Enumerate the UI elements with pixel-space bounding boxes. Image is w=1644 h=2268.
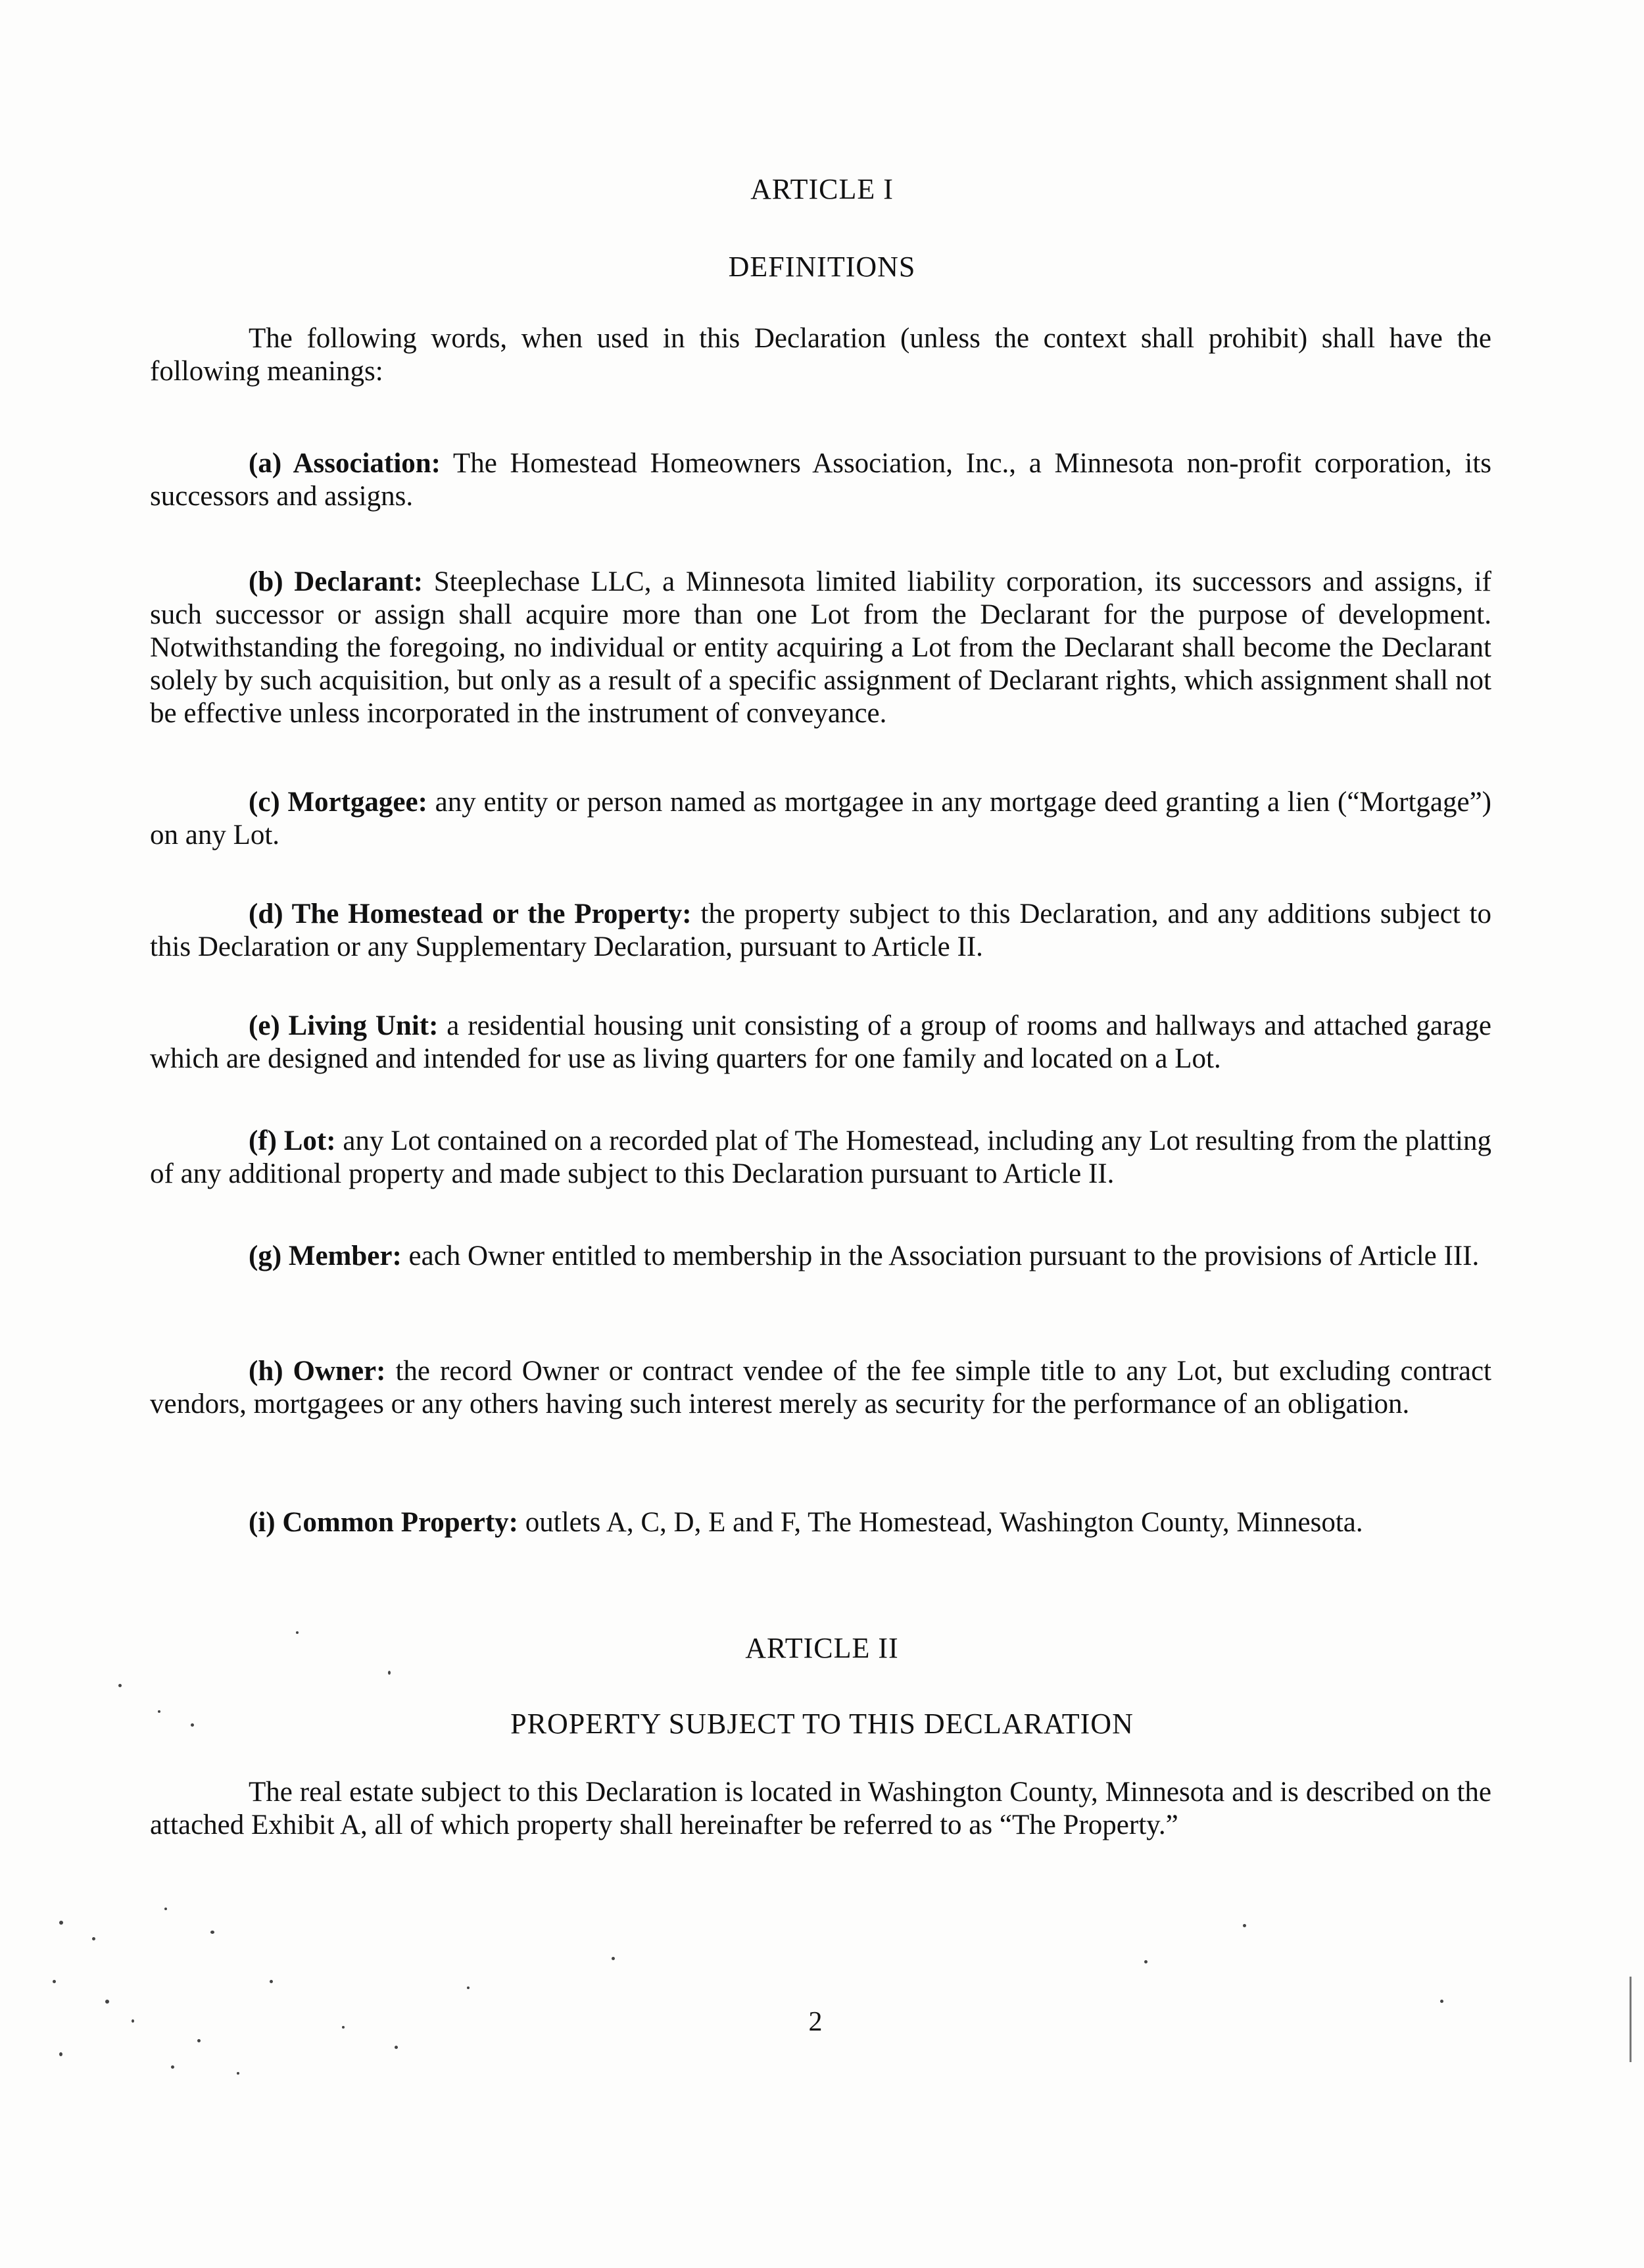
definition-i-text: outlets A, C, D, E and F, The Homestead, Washington County, Minnesota. <box>518 1507 1363 1538</box>
definition-c <box>150 786 1491 852</box>
definition-d-text: the property subject to this Declaration, and any additions subject to this Declaration or any Supplementary Declaration, pursuant to Article II. <box>150 899 1491 962</box>
definition-e <box>150 1010 1491 1075</box>
definition-g <box>150 1240 1491 1273</box>
definition-e-text: a residential housing unit consisting of a group of rooms and hallways and attached garage which are designed and intended for use as living quarters for one family and located on a Lot. <box>150 1010 1491 1074</box>
definition-b <box>150 566 1491 730</box>
definition-f-text: any Lot contained on a recorded plat of The Homestead, including any Lot resulting from the platting of any additional property and made subject to this Declaration pursuant to Article II. <box>150 1125 1491 1189</box>
article-1-subtitle: DEFINITIONS <box>728 251 916 283</box>
definition-d <box>150 898 1491 964</box>
article-2-subtitle: PROPERTY SUBJECT TO THIS DECLARATION <box>510 1708 1134 1740</box>
article-1-title: ARTICLE I <box>750 173 894 205</box>
definition-d-term: (d) The Homestead or the Property: <box>249 899 692 929</box>
definition-a-term: (a) Association: <box>249 448 441 479</box>
definition-i <box>150 1506 1491 1539</box>
definition-e-term: (e) Living Unit: <box>249 1010 439 1041</box>
definition-g-term: (g) Member: <box>249 1241 402 1271</box>
definition-i-term: (i) Common Property: <box>249 1507 518 1538</box>
definition-f-term: (f) Lot: <box>249 1125 336 1156</box>
scan-edge-line <box>1630 1977 1632 2062</box>
article-2-body: The real estate subject to this Declaration is located in Washington County, Minnesota and is described on the attached Exhibit A, all of which property shall hereinafter be referred to as “The Property.” <box>150 1777 1491 1840</box>
definition-b-term: (b) Declarant: <box>249 566 423 597</box>
definition-c-text: any entity or person named as mortgagee in any mortgage deed granting a lien (“Mortgage”) on any Lot. <box>150 787 1491 851</box>
definition-f <box>150 1125 1491 1191</box>
definition-a-text: The Homestead Homeowners Association, Inc., a Minnesota non-profit corporation, its successors and assigns. <box>150 448 1492 512</box>
article-2-title: ARTICLE II <box>745 1632 899 1664</box>
definition-a <box>150 447 1491 513</box>
definition-h-term: (h) Owner: <box>249 1356 386 1387</box>
definition-g-text: each Owner entitled to membership in the Association pursuant to the provisions of Article III. <box>401 1241 1480 1271</box>
definition-h-text: the record Owner or contract vendee of the fee simple title to any Lot, but excluding contract vendors, mortgagees or any others having such interest merely as security for the performance of an obligation. <box>150 1356 1491 1419</box>
page-number: 2 <box>808 2007 823 2037</box>
definition-c-term: (c) Mortgagee: <box>249 787 427 818</box>
definition-h <box>150 1355 1491 1421</box>
definition-b-text: Steeplechase LLC, a Minnesota limited liability corporation, its successors and assigns, if such successor or assign shall acquire more than one Lot from the Declarant for the purpose of development. Notwithstanding the foregoing, no individual or entity acquiring a Lot from the Declarant shall become the Declarant solely by such acquisition, but only as a result of a specific assignment of Declarant rights, which assignment shall not be effective unless incorporated in the instrument of conveyance. <box>150 566 1491 729</box>
intro-paragraph: The following words, when used in this Declaration (unless the context shall prohibit) shall have the following meanings: <box>150 323 1491 387</box>
